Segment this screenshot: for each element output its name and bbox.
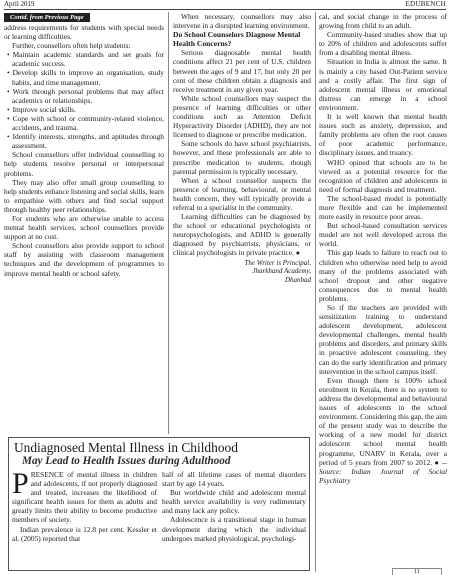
end-mark: ● — [295, 249, 300, 258]
page-header — [4, 0, 446, 10]
drop-cap: P — [12, 470, 29, 500]
paragraph: Serious diagnosable mental health conditions affect 21 per cent of U.S. children between the ages of 9 and 17, but only 20 per cent of these children obtain a diagnosis and receive treatment in any given year. — [173, 48, 311, 94]
column-divider — [168, 12, 169, 434]
paragraph: Adolescence is a transitional stage in human development during which the individual undergoes marked physiological, psychologi- — [162, 515, 306, 543]
paragraph: It is well known that mental health issues such as anxiety, depression, and family problems are often the root causes of poor academic performance, disciplinary issues, and truancy. — [319, 112, 447, 158]
paragraph: They may also offer small group counselling to help students enhance listening and social skills, learn to empathise with others and find social support through healthy peer relationships. — [4, 177, 164, 214]
paragraph-text: RESENCE of mental illness in children and adolescents, if not properly diagnosed and treated, increases the likelihood of significant health issues for them as adults and greatly limits their ability to become productive members of society. — [12, 470, 157, 525]
paragraph: While school counsellors may suspect the presence of learning difficulties or other conditions such as Attention Deficit Hyperactivity Disorder (ADHD), they are not licensed to diagnose or prescribe medication. — [173, 93, 311, 140]
end-mark: ● -- — [434, 457, 447, 467]
boxed-column-2 — [162, 470, 306, 570]
paragraph: half of all lifetime cases of mental disorders start by age 14 years. — [162, 470, 306, 489]
paragraph: So if the teachers are provided with sensitization training to understand adolescent development, adolescent developmental challenges, mental health problems and disorders, and primary skills in proactive adolescent counseling, they can do the early identification and primary intervention in the school campus itself. — [319, 303, 447, 376]
list-item: • Work through personal problems that may affect academics or relationships. — [4, 87, 164, 105]
author-byline: Jharkhand Academy, — [252, 267, 311, 276]
section-heading: Do School Counselors Diagnose Mental Health Concerns? — [173, 30, 301, 49]
paragraph: But worldwide child and adolescent mental health service availability is very rudimentary and many lack any policy. — [162, 488, 306, 516]
paragraph: This gap leads to failure to reach out to children who otherwise need help to avoid many of the problems associated with school dropout and other negative consequences due to mental health problems. — [319, 248, 447, 303]
author-byline: Dhanbad — [284, 275, 311, 284]
paragraph: Community-based studies show that up to 20% of children and adolescents suffer from a disabling mental illness. — [319, 30, 447, 58]
paragraph: When a school counsellor suspects the presence of learning, behavioural, or mental health concern, they will typically provide a referral to a specialist in the community. — [173, 175, 311, 212]
paragraph — [12, 470, 157, 525]
paragraph-text: Even though there is 100% school enrolment in Kerala, there is no system to address the developmental and behavioural issues of adolescents in the school environment. Considering this gap, the aim of the present study was to describe the working of a new model for district adolescent school mental health programme, UNARV in Kerala, over a period of 5 years from 2007 to 2012. — [319, 375, 447, 467]
bullet-list — [4, 50, 164, 150]
continued-label: Contd. from Previous Page — [4, 13, 90, 22]
paragraph: cal, and social change in the process of growing from child to an adult. — [319, 12, 447, 31]
column-1 — [4, 12, 164, 435]
issue-date: April 2019 — [4, 0, 35, 8]
paragraph: Indian prevalence is 12.8 per cent. Kessler et al. (2005) reported that — [12, 524, 157, 543]
paragraph — [173, 212, 311, 258]
paragraph: School counsellors also provide support to school staff by assisting with classroom management techniques and the development of programmes to improve mental health or school safety. — [4, 241, 164, 278]
paragraph: But school-based consultation services model are not well developed across the world. — [319, 221, 447, 249]
column-3 — [319, 12, 447, 568]
author-byline: The Writer is Principal, — [244, 258, 311, 267]
paragraph: address requirements for students with special needs or learning difficulties. — [4, 23, 164, 42]
article-subtitle: May Lead to Health Issues during Adulthood — [22, 455, 231, 467]
column-2 — [173, 12, 311, 435]
article-title: Undiagnosed Mental Illness in Childhood — [14, 440, 238, 455]
paragraph: School counsellors offer individual counselling to help students resolve personal or interpersonal problems. — [4, 150, 164, 178]
list-item: • Develop skills to improve an organisation, study habits, and time management. — [4, 68, 164, 86]
paragraph: Some schools do have school psychiatrists, however, and these professionals are able to prescribe medication to students, though parental permission is typically necessary. — [173, 139, 311, 176]
list-item: • Improve social skills. — [4, 105, 164, 114]
paragraph: Further, counsellors often help students: — [12, 41, 131, 51]
paragraph: Situation in India is almost the same. It is mainly a city based Out-Patient service and a costly affair. The first sign of adolescent mental illness or emotional distress can emerge in a school environment. — [319, 57, 447, 112]
paragraph: When necessary, counsellors may also intervene in a disrupted learning environment. — [173, 12, 311, 31]
source-credit: Source: Indian Journal of Social Psychiatry — [319, 466, 447, 485]
paragraph: WHO opined that schools are to be viewed as a potential resource for the recognition of children and adolescents in need of formal diagnosis and treatment. — [319, 157, 447, 194]
boxed-column-1 — [12, 470, 157, 570]
magazine-name: EDUBENCH — [405, 0, 446, 8]
list-item: • Cope with school or community-related violence, accidents, and trauma. — [4, 114, 164, 132]
list-item: • Maintain academic standards and set goals for academic success. — [4, 50, 164, 68]
list-item: • Identify interests, strengths, and aptitudes through assessment. — [4, 132, 164, 150]
paragraph — [319, 376, 447, 485]
page-number: 11 — [392, 568, 442, 575]
paragraph: The school-based model is potentially more flexible and can be implemented more easily in resource poor areas. — [319, 193, 447, 222]
paragraph-text: Learning difficulties can be diagnosed by the school or educational psychologists or neuropsychologists, and ADHD is generally diagnosed by psychiatrists, physicians, or clinical psychologists in private practice. — [173, 212, 311, 258]
column-divider — [315, 12, 316, 572]
paragraph: For students who are otherwise unable to access mental health services, school counsellors provide support at no cost. — [4, 213, 164, 242]
